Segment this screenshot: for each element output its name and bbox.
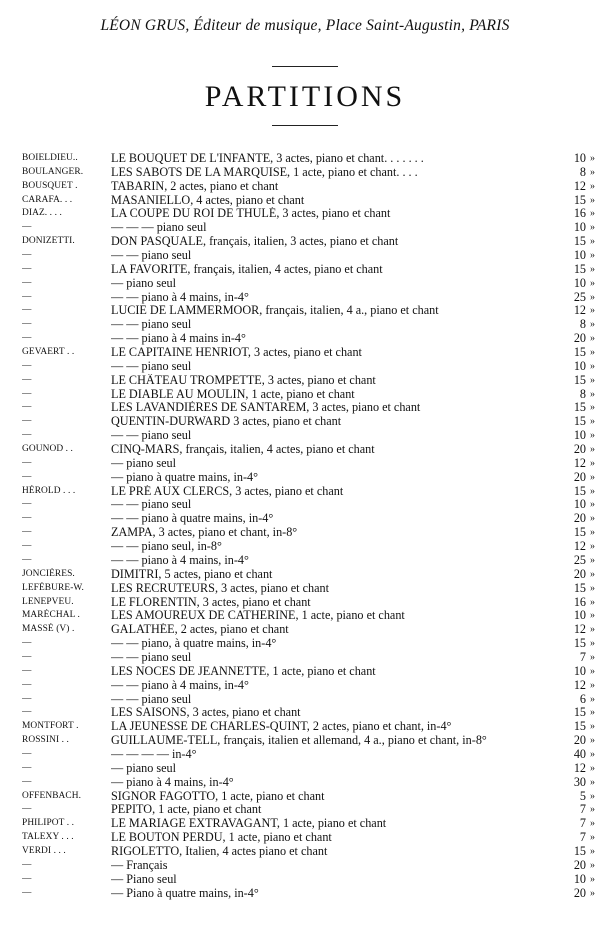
currency-mark: » — [590, 651, 595, 663]
work-description: LE BOUTON PERDU, 1 acte, piano et chant — [111, 831, 332, 845]
composer-name: — — [22, 471, 32, 482]
work-description: — Piano à quatre mains, in-4° — [111, 886, 259, 900]
composer-name: BOULANGER. — [22, 166, 84, 177]
price-value: 8 — [579, 386, 586, 401]
composer-name: — — [22, 707, 32, 718]
work-description: — piano à quatre mains, in-4° — [111, 470, 259, 484]
price-value: 15 — [573, 719, 586, 734]
currency-mark: » — [590, 222, 595, 234]
composer-name: — — [22, 748, 32, 759]
price-value: 25 — [573, 552, 586, 567]
currency-mark: » — [590, 527, 595, 539]
catalog-row — [22, 180, 602, 194]
work-description: — — piano seul — [111, 359, 192, 373]
composer-name: — — [22, 263, 32, 274]
work-description: LE FLORENTIN, 3 actes, piano et chant — [111, 595, 311, 609]
currency-mark: » — [590, 305, 595, 317]
work-description: LES LAVANDIÈRES DE SANTAREM, 3 actes, piano et chant — [111, 401, 421, 415]
currency-mark: » — [590, 236, 595, 248]
currency-mark: » — [590, 499, 595, 511]
catalog-row — [22, 318, 602, 332]
composer-name: — — [22, 804, 32, 815]
composer-name: — — [22, 665, 32, 676]
composer-name: GOUNOD . . — [22, 444, 73, 455]
currency-mark: » — [590, 845, 595, 857]
catalog-row — [22, 790, 602, 804]
price-value: 10 — [573, 358, 586, 373]
currency-mark: » — [590, 194, 595, 206]
catalog-row — [22, 429, 602, 443]
catalog-row — [22, 346, 602, 360]
composer-name: HÉROLD . . . — [22, 485, 76, 496]
price-value: 10 — [573, 663, 586, 678]
composer-name: BOUSQUET . — [22, 180, 78, 191]
catalog-row — [22, 734, 602, 748]
price-value: 10 — [573, 248, 586, 263]
work-description: LES SABOTS DE LA MARQUISE, 1 acte, piano et chant. . . . — [111, 165, 418, 179]
currency-mark: » — [590, 457, 595, 469]
work-description: — piano seul — [111, 761, 176, 775]
composer-name: — — [22, 416, 32, 427]
catalog-row — [22, 277, 602, 291]
currency-mark: » — [590, 541, 595, 553]
composer-name: — — [22, 693, 32, 704]
currency-mark: » — [590, 776, 595, 788]
catalog-row — [22, 817, 602, 831]
work-description: — — piano seul — [111, 318, 192, 332]
currency-mark: » — [590, 277, 595, 289]
price-value: 8 — [579, 164, 586, 179]
currency-mark: » — [590, 707, 595, 719]
currency-mark: » — [590, 513, 595, 525]
currency-mark: » — [590, 832, 595, 844]
price-value: 20 — [573, 733, 586, 748]
composer-name: — — [22, 527, 32, 538]
composer-name: — — [22, 762, 32, 773]
price-value: 20 — [573, 442, 586, 457]
currency-mark: » — [590, 638, 595, 650]
price-value: 15 — [573, 705, 586, 720]
catalog-row — [22, 637, 602, 651]
price-value: 10 — [573, 428, 586, 443]
title-rule — [272, 125, 338, 126]
work-description: LE BOUQUET DE L'INFANTE, 3 actes, piano et chant. . . . . . . — [111, 152, 424, 165]
catalog-row — [22, 748, 602, 762]
catalog-row — [22, 554, 602, 568]
catalog-row — [22, 249, 602, 263]
price-value: 12 — [573, 539, 586, 554]
work-description: LE CAPITAINE HENRIOT, 3 actes, piano et chant — [111, 346, 362, 360]
currency-mark: » — [590, 291, 595, 303]
currency-mark: » — [590, 153, 595, 164]
currency-mark: » — [590, 166, 595, 178]
currency-mark: » — [590, 402, 595, 414]
work-description: — — piano seul, in-8° — [111, 540, 222, 554]
work-description: LE MARIAGE EXTRAVAGANT, 1 acte, piano et chant — [111, 817, 387, 831]
work-description: DIMITRI, 5 actes, piano et chant — [111, 567, 273, 581]
catalog-row — [22, 401, 602, 415]
composer-name: — — [22, 305, 32, 316]
catalog-row — [22, 443, 602, 457]
price-value: 20 — [573, 331, 586, 346]
composer-name: — — [22, 333, 32, 344]
work-description: — Piano seul — [111, 872, 177, 886]
composer-name: DIAZ. . . . — [22, 208, 62, 219]
composer-name: — — [22, 374, 32, 385]
currency-mark: » — [590, 430, 595, 442]
composer-name: — — [22, 859, 32, 870]
price-value: 12 — [573, 677, 586, 692]
work-description: RIGOLETTO, Italien, 4 actes piano et chant — [111, 844, 328, 858]
composer-name: PHILIPOT . . — [22, 818, 75, 829]
catalog-row — [22, 693, 602, 707]
currency-mark: » — [590, 804, 595, 816]
work-description: GUILLAUME-TELL, français, italien et allemand, 4 a., piano et chant, in-8° — [111, 734, 487, 748]
currency-mark: » — [590, 887, 595, 899]
currency-mark: » — [590, 444, 595, 456]
publisher-header: LÉON GRUS, Éditeur de musique, Place Saint-Augustin, PARIS — [100, 17, 510, 34]
price-value: 10 — [573, 151, 586, 165]
price-value: 10 — [573, 871, 586, 886]
price-value: 15 — [573, 525, 586, 540]
work-description: — — piano, à quatre mains, in-4° — [111, 637, 277, 651]
price-value: 15 — [573, 372, 586, 387]
currency-mark: » — [590, 554, 595, 566]
currency-mark: » — [590, 735, 595, 747]
composer-name: — — [22, 402, 32, 413]
price-value: 7 — [579, 830, 586, 845]
catalog-row — [22, 845, 602, 859]
catalog-row — [22, 263, 602, 277]
work-description: LA JEUNESSE DE CHARLES-QUINT, 2 actes, piano et chant, in-4° — [111, 720, 452, 734]
composer-name: — — [22, 554, 32, 565]
currency-mark: » — [590, 388, 595, 400]
work-description: — — piano à 4 mains in-4° — [111, 332, 246, 346]
work-description: — piano à 4 mains, in-4° — [111, 775, 234, 789]
price-value: 15 — [573, 400, 586, 415]
work-description: — — piano à 4 mains, in-4° — [111, 678, 249, 692]
price-value: 12 — [573, 622, 586, 637]
catalog-row — [22, 415, 602, 429]
currency-mark: » — [590, 818, 595, 830]
price-value: 15 — [573, 261, 586, 276]
currency-mark: » — [590, 582, 595, 594]
price-value: 5 — [579, 788, 586, 803]
catalog-row — [22, 609, 602, 623]
page-title: PARTITIONS — [204, 80, 406, 113]
composer-name: LEFÉBURE-W. — [22, 582, 84, 593]
composer-name: MARÉCHAL . — [22, 610, 80, 621]
catalog-row — [22, 207, 602, 221]
price-value: 8 — [579, 317, 586, 332]
currency-mark: » — [590, 568, 595, 580]
price-value: 10 — [573, 275, 586, 290]
work-description: — — piano seul — [111, 692, 192, 706]
composer-name: MASSÉ (V) . — [22, 624, 75, 635]
catalog-row — [22, 360, 602, 374]
currency-mark: » — [590, 360, 595, 372]
currency-mark: » — [590, 333, 595, 345]
catalog-row — [22, 665, 602, 679]
work-description: — — — — in-4° — [111, 747, 197, 761]
currency-mark: » — [590, 250, 595, 262]
work-description: LES SAISONS, 3 actes, piano et chant — [111, 706, 301, 720]
work-description: — — — piano seul — [111, 221, 207, 235]
price-value: 7 — [579, 816, 586, 831]
work-description: — piano seul — [111, 276, 176, 290]
work-description: — Français — [111, 858, 168, 872]
price-value: 15 — [573, 345, 586, 360]
price-value: 20 — [573, 857, 586, 872]
catalog-row — [22, 526, 602, 540]
catalog-row — [22, 803, 602, 817]
catalog-row — [22, 831, 602, 845]
price-value: 10 — [573, 497, 586, 512]
work-description: GALATHÉE, 2 actes, piano et chant — [111, 623, 289, 637]
composer-name: GEVAERT . . — [22, 347, 75, 358]
work-description: CINQ-MARS, français, italien, 4 actes, piano et chant — [111, 443, 375, 457]
currency-mark: » — [590, 873, 595, 885]
price-value: 15 — [573, 843, 586, 858]
composer-name: — — [22, 291, 32, 302]
score-catalog-list — [22, 152, 602, 900]
work-description: ZAMPA, 3 actes, piano et chant, in-8° — [111, 526, 298, 540]
work-description: — — piano seul — [111, 498, 192, 512]
currency-mark: » — [590, 721, 595, 733]
catalog-row — [22, 596, 602, 610]
work-description: — piano seul — [111, 456, 176, 470]
currency-mark: » — [590, 859, 595, 871]
price-value: 12 — [573, 760, 586, 775]
composer-name: — — [22, 319, 32, 330]
work-description: — — piano à 4 mains, in-4° — [111, 290, 249, 304]
composer-name: OFFENBACH. — [22, 790, 82, 801]
catalog-row — [22, 152, 602, 166]
work-description: LES AMOUREUX DE CATHERINE, 1 acte, piano et chant — [111, 609, 405, 623]
price-value: 30 — [573, 774, 586, 789]
catalog-row — [22, 194, 602, 208]
price-value: 15 — [573, 234, 586, 249]
composer-name: CARAFA. . . — [22, 194, 73, 205]
catalog-row — [22, 512, 602, 526]
composer-name: ROSSINI . . — [22, 735, 69, 746]
price-value: 25 — [573, 289, 586, 304]
catalog-row — [22, 720, 602, 734]
catalog-row — [22, 304, 602, 318]
price-value: 6 — [579, 691, 586, 706]
composer-name: TALEXY . . . — [22, 832, 74, 843]
catalog-row — [22, 540, 602, 554]
work-description: TABARIN, 2 actes, piano et chant — [111, 179, 279, 193]
currency-mark: » — [590, 471, 595, 483]
catalog-row — [22, 859, 602, 873]
catalog-row — [22, 582, 602, 596]
catalog-row — [22, 332, 602, 346]
currency-mark: » — [590, 374, 595, 386]
currency-mark: » — [590, 693, 595, 705]
work-description: LES NOCES DE JEANNETTE, 1 acte, piano et chant — [111, 664, 376, 678]
price-value: 12 — [573, 178, 586, 193]
composer-name: — — [22, 277, 32, 288]
work-description: PEPITO, 1 acte, piano et chant — [111, 803, 262, 817]
price-value: 15 — [573, 192, 586, 207]
catalog-row — [22, 221, 602, 235]
currency-mark: » — [590, 748, 595, 760]
work-description: — — piano seul — [111, 249, 192, 263]
price-value: 15 — [573, 580, 586, 595]
currency-mark: » — [590, 790, 595, 802]
composer-name: — — [22, 388, 32, 399]
composer-name: LENEPVEU. — [22, 596, 74, 607]
catalog-row — [22, 623, 602, 637]
work-description: DON PASQUALE, français, italien, 3 actes, piano et chant — [111, 235, 399, 249]
catalog-row — [22, 291, 602, 305]
currency-mark: » — [590, 762, 595, 774]
currency-mark: » — [590, 610, 595, 622]
catalog-row — [22, 706, 602, 720]
composer-name: — — [22, 873, 32, 884]
catalog-row — [22, 471, 602, 485]
composer-name: VERDI . . . — [22, 845, 66, 856]
catalog-row — [22, 568, 602, 582]
price-value: 16 — [573, 206, 586, 221]
price-value: 10 — [573, 608, 586, 623]
currency-mark: » — [590, 679, 595, 691]
work-description: — — piano à quatre mains, in-4° — [111, 512, 274, 526]
price-value: 20 — [573, 566, 586, 581]
work-description: LE PRÉ AUX CLERCS, 3 actes, piano et chant — [111, 484, 344, 498]
catalog-row — [22, 498, 602, 512]
currency-mark: » — [590, 263, 595, 275]
price-value: 20 — [573, 469, 586, 484]
catalog-row — [22, 457, 602, 471]
work-description: QUENTIN-DURWARD 3 actes, piano et chant — [111, 415, 342, 429]
catalog-row — [22, 485, 602, 499]
catalog-row — [22, 776, 602, 790]
composer-name: — — [22, 457, 32, 468]
composer-name: — — [22, 651, 32, 662]
composer-name: — — [22, 638, 32, 649]
catalog-row — [22, 235, 602, 249]
catalog-row — [22, 651, 602, 665]
price-value: 15 — [573, 414, 586, 429]
work-description: MASANIELLO, 4 actes, piano et chant — [111, 193, 305, 207]
currency-mark: » — [590, 347, 595, 359]
currency-mark: » — [590, 416, 595, 428]
price-value: 10 — [573, 220, 586, 235]
composer-name: MONTFORT . — [22, 721, 79, 732]
composer-name: — — [22, 513, 32, 524]
catalog-row — [22, 762, 602, 776]
work-description: LE DIABLE AU MOULIN, 1 acte, piano et chant — [111, 387, 355, 401]
price-value: 20 — [573, 885, 586, 900]
work-description: — — piano à 4 mains, in-4° — [111, 553, 249, 567]
composer-name: — — [22, 776, 32, 787]
catalog-row — [22, 873, 602, 887]
work-description: LUCIE DE LAMMERMOOR, français, italien, 4 a., piano et chant — [111, 304, 439, 318]
work-description: SIGNOR FAGOTTO, 1 acte, piano et chant — [111, 789, 325, 803]
price-value: 20 — [573, 511, 586, 526]
composer-name: — — [22, 222, 32, 233]
price-value: 12 — [573, 455, 586, 470]
price-value: 15 — [573, 636, 586, 651]
currency-mark: » — [590, 665, 595, 677]
catalog-row — [22, 887, 602, 901]
work-description: LE CHÂTEAU TROMPETTE, 3 actes, piano et chant — [111, 373, 376, 387]
currency-mark: » — [590, 596, 595, 608]
currency-mark: » — [590, 180, 595, 192]
composer-name: — — [22, 499, 32, 510]
price-value: 16 — [573, 594, 586, 609]
composer-name: JONCIÈRES. — [22, 568, 75, 579]
price-value: 7 — [579, 802, 586, 817]
work-description: LA FAVORITE, français, italien, 4 actes, piano et chant — [111, 262, 383, 276]
work-description: LES RECRUTEURS, 3 actes, piano et chant — [111, 581, 329, 595]
catalog-row — [22, 388, 602, 402]
composer-name: — — [22, 430, 32, 441]
work-description: — — piano seul — [111, 429, 192, 443]
catalog-row — [22, 679, 602, 693]
composer-name: — — [22, 887, 32, 898]
price-value: 7 — [579, 649, 586, 664]
composer-name: BOIELDIEU.. — [22, 153, 78, 163]
catalog-row — [22, 374, 602, 388]
composer-name: — — [22, 679, 32, 690]
currency-mark: » — [590, 485, 595, 497]
price-value: 12 — [573, 303, 586, 318]
price-value: 40 — [573, 746, 586, 761]
composer-name: DONIZETTI. — [22, 236, 75, 247]
work-description: — — piano seul — [111, 650, 192, 664]
composer-name: — — [22, 360, 32, 371]
currency-mark: » — [590, 624, 595, 636]
top-rule — [272, 66, 338, 67]
composer-name: — — [22, 250, 32, 261]
work-description: LA COUPE DU ROI DE THULÉ, 3 actes, piano et chant — [111, 207, 391, 221]
price-value: 15 — [573, 483, 586, 498]
currency-mark: » — [590, 319, 595, 331]
composer-name: — — [22, 541, 32, 552]
catalog-row — [22, 166, 602, 180]
currency-mark: » — [590, 208, 595, 220]
